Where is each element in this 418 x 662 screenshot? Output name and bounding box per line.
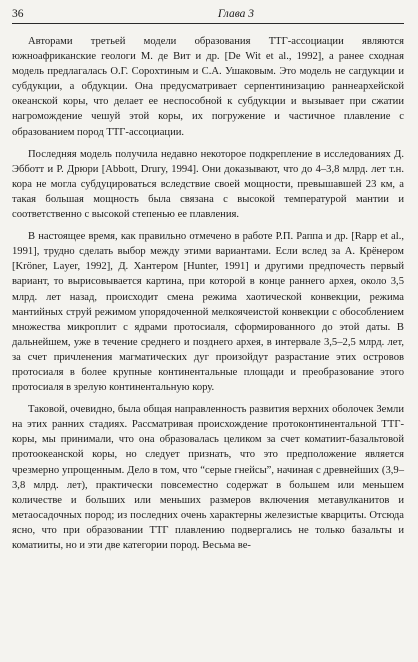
paragraph: В настоящее время, как правильно отмечено в работе Р.П. Раппа и др. [Rapp et al., 1991], трудно сделать выбор между этими вариантами. Если вслед за А. Крёнером [Kröner, Layer, 1992], Д. Хантером [Hunter, 1991] и другими предпочесть первый вариант, то вырисовывается картина, при которой в конце раннего архея, около 3,5 млрд. лет назад, происходит смена режима хаотической конвекции, режима мантийных струй режимом упорядоченной мелкоячеистой конвекции с обособлением множества микроплит с ядрами протосиаля, сформированного до этой даты. В дальнейшем, уже в течение среднего и позднего архея, в интервале 3,5–2,5 млрд. лет, за счет причленения магматических дуг произойдут разрастание этих островов протосиаля в более крупные континентальные площади и преобразование этого протосиаля в зрелую континентальную кору. [12,231,404,394]
paragraph: Авторами третьей модели образования ТТГ-ассоциации являются южноафриканские геологи М. де Вит и др. [De Wit et al., 1992], а ранее сходная модель предлагалась О.Г. Сорохтиным и С.А. Ушаковым. Это модель не сагдукции и субдукции, а обдукции. Она предусматривает серпентинизацию раннеархейской океанской коры, что делает ее неспособной к субдукции и вызывает при сжатии нагромождение чешуй этой коры, их погружение и частичное плавление с образованием пород ТТГ-ассоциации. [12,36,404,138]
paragraph: Последняя модель получила недавно некоторое подкрепление в исследованиях Д. Эбботт и Р. Дрюри [Abbott, Drury, 1994]. Они доказывают, что до 4–3,8 млрд. лет т.н. кора не могла субдуцироваться вследствие своей мощности, превышавшей 23 км, а такая большая мощность была связана с высокой температурой мантии и соответственно с высокой степенью ее плавления. [12,148,404,221]
paragraph: Таковой, очевидно, была общая направленность развития верхних оболочек Земли на этих ранних стадиях. Рассматривая происхождение протоконтинентальной ТТГ-коры, мы принимали, что она образовалась целиком за счет коматиит-базальтовой протоокеанской коры, но следует признать, что это предположение является чрезмерно упрощенным. Дело в том, что “серые гнейсы”, начиная с древнейших (3,9–3,8 млрд. лет), практически повсеместно содержат в большем или меньшем количестве и больших или меньших размеров включения метавулканитов и метаосадочных пород; из последних очень характерны железистые кварциты. Отсюда ясно, что при образовании ТТГ плавлению подвергались не только базальты и коматииты, но и эти две категории пород. Весьма ве- [12,404,404,551]
chapter-title: Глава 3 [217,8,254,20]
running-header [12,8,404,24]
page-number: 36 [12,8,24,20]
body-text [12,34,404,553]
